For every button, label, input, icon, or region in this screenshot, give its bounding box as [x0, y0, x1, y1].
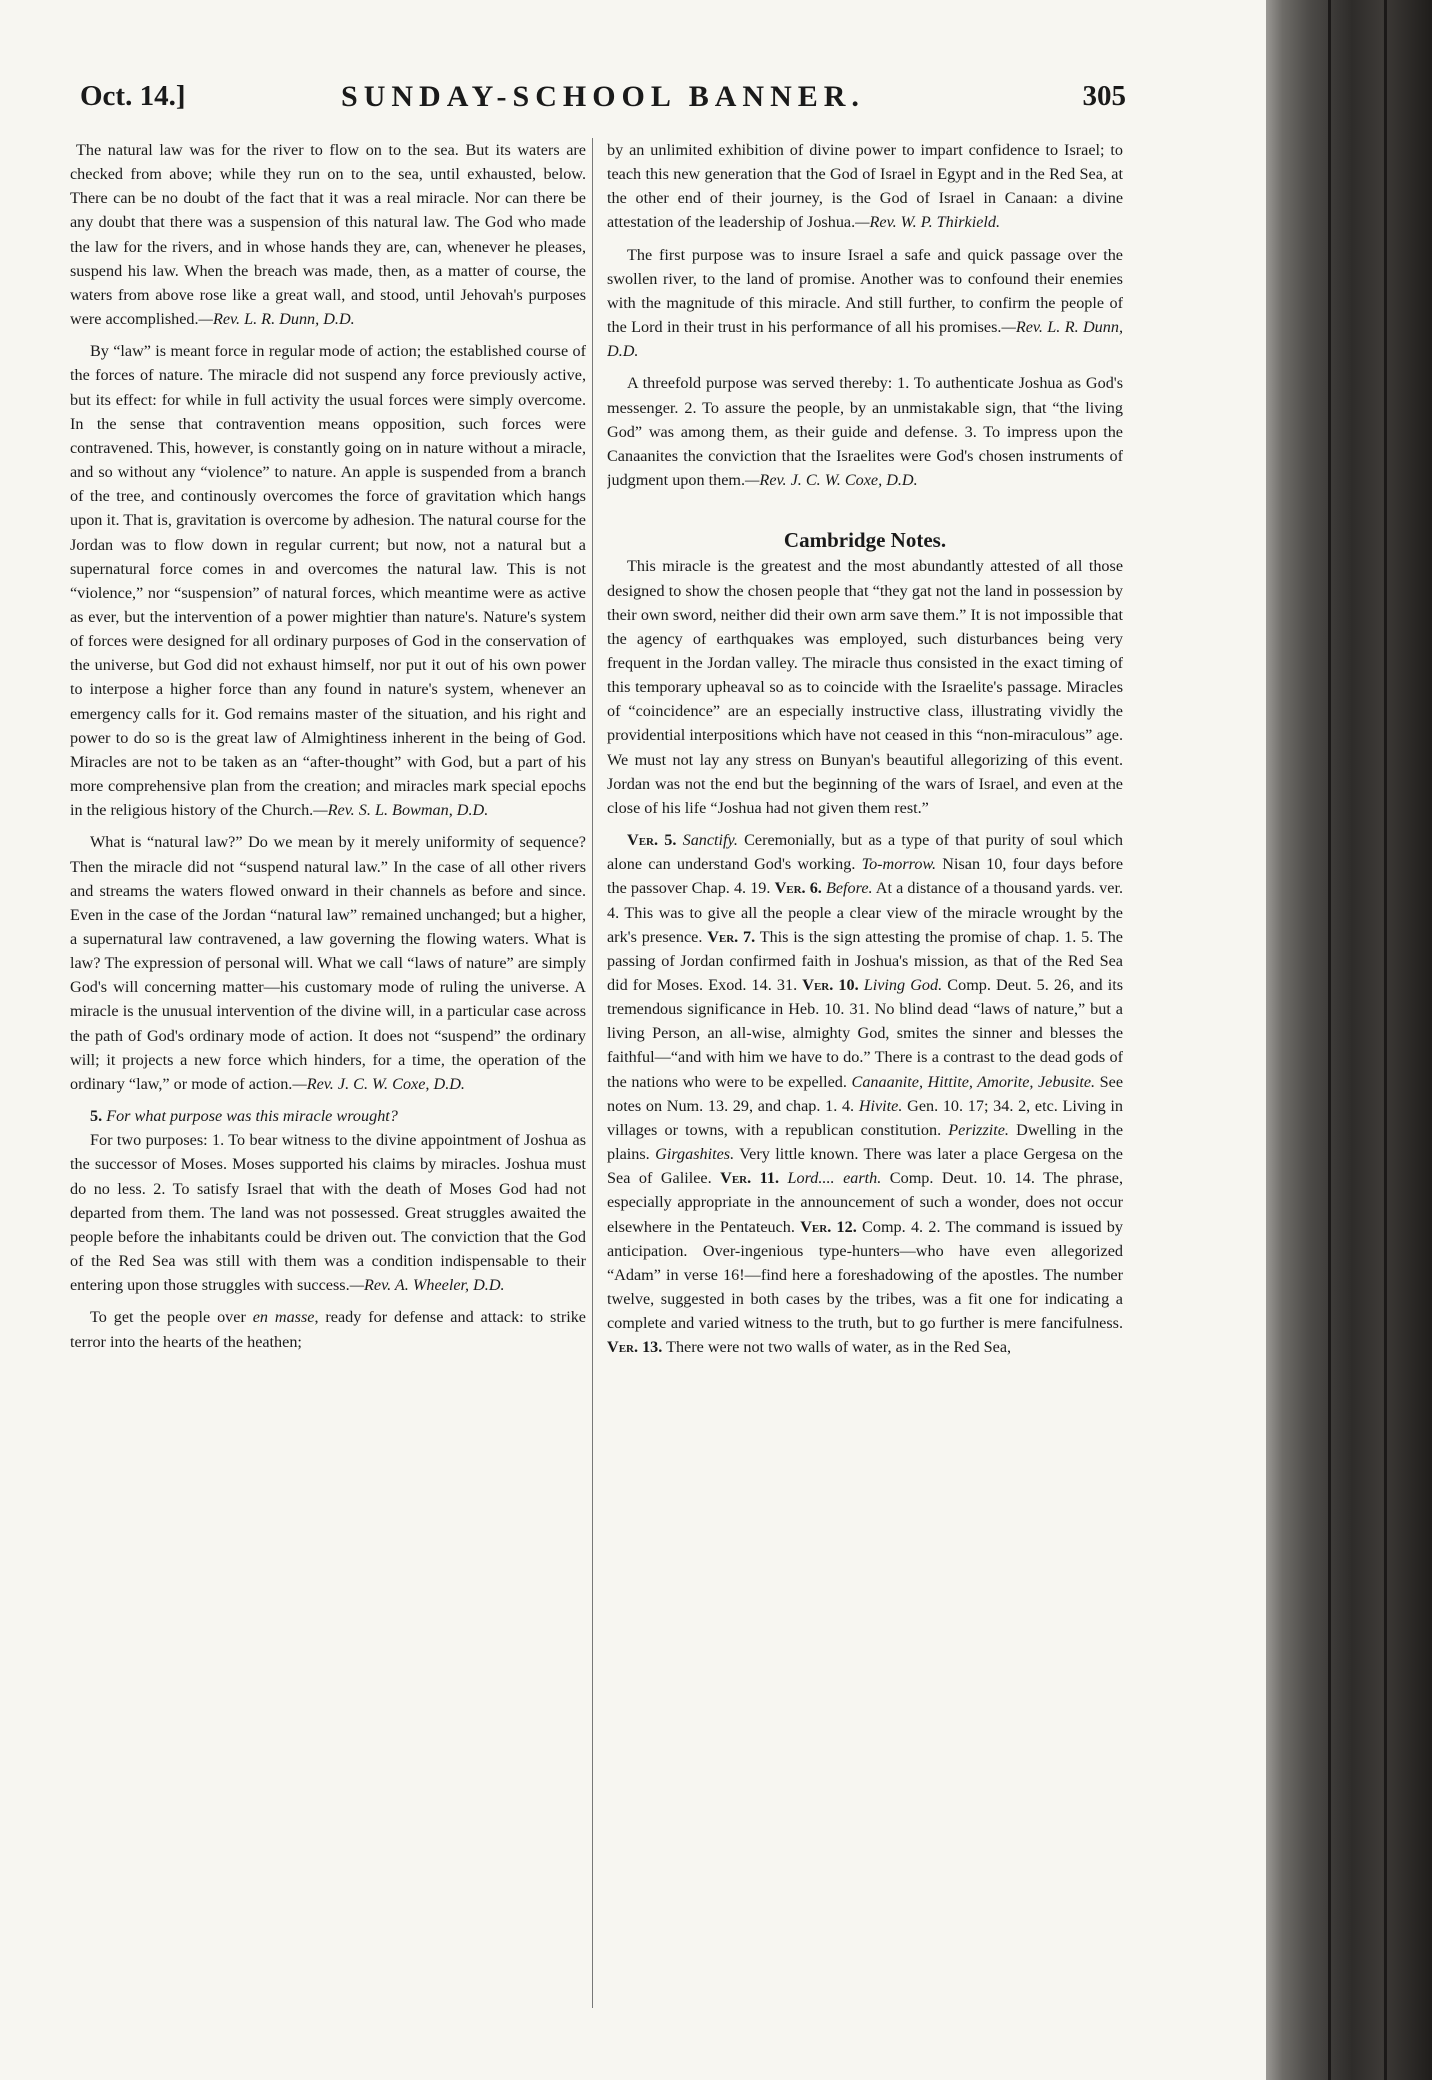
page-number: 305 — [1082, 80, 1126, 112]
paragraph: The first purpose was to insure Israel a safe and quick passage over the swollen river, to the land of promise. Another was to confound their enemies with the magnitude of this miracle. And still further, to confirm the people of the Lord in their trust in his performance of all his promises.—Rev. L. R. Dunn, D.D. — [607, 245, 1123, 361]
paragraph: A threefold purpose was served thereby: 1. To authenticate Joshua as God's messenger. 2. To assure the people, by an unmistakable sign, that “the living God” was among them, as their guide and defense. 3. To impress upon the Canaanites the conviction that the Israelites were God's chosen instruments of judgment upon them.—Rev. J. C. W. Coxe, D.D. — [607, 374, 1123, 490]
verse-term: Living God. — [863, 976, 943, 994]
verse-label: Ver. 10. — [802, 976, 859, 994]
verse-label: Ver. 12. — [800, 1217, 857, 1236]
attribution: —Rev. J. C. W. Coxe, D.D. — [745, 471, 918, 490]
column-divider — [592, 138, 593, 2008]
spine-shadow-line — [1328, 0, 1331, 2080]
attribution: —Rev. L. R. Dunn, D.D. — [607, 318, 1123, 361]
verse-term: Lord.... earth. — [787, 1169, 882, 1188]
running-header — [80, 80, 1126, 124]
paragraph: What is “natural law?” Do we mean by it merely uniformity of sequence? Then the miracle did not “suspend natural law.” In the case of all other rivers and streams the waters flowed onward in their channels as before and since. Even in the case of the Jordan “natural law” remained unchanged; but a higher, a supernatural law contravened, a law governing the flowing waters. What is law? The expression of personal will. What we call “laws of nature” are simply God's will concerning matter—his customary mode of ruling the universe. A miracle is the unusual intervention of the divine will, in a particular case across the path of God's ordinary mode of action. It does not “suspend” the ordinary will; it projects a new force which hinders, for a time, the operation of the ordinary “law,” or mode of action.—Rev. J. C. W. Coxe, D.D. — [70, 833, 586, 1093]
left-column — [70, 138, 586, 2018]
verse-notes: Ver. 5. Sanctify. Ceremonially, but as a type of that purity of soul which alone can understand God's working. To-morrow. Nisan 10, four days before the passover Chap. 4. 19. Ver. 6. Before. At a distance of a thousand yards. ver. 4. This was to give all the people a clear view of the miracle wrought by the ark's presence. Ver. 7. This is the sign attesting the promise of chap. 1. 5. The passing of Jordan confirmed faith in Joshua's mission, as that of the Red Sea did for Moses. Exod. 14. 31. Ver. 10. Living God. Comp. Deut. 5. 26, and its tremendous significance in Heb. 10. 31. No blind dead “laws of nature,” but a living Person, an all-wise, almighty God, smites the sinner and blesses the faithful—“and with him we have to do.” There is a contrast to the dead gods of the nations who were to be expelled. Canaanite, Hittite, Amorite, Jebusite. See notes on Num. 13. 29, and chap. 1. 4. Hivite. Gen. 10. 17; 34. 2, etc. Living in villages or towns, with a republican constitution. Perizzite. Dwelling in the plains. Girgashites. Very little known. There was later a place Gergesa on the Sea of Galilee. Ver. 11. Lord.... earth. Comp. Deut. 10. 14. The phrase, especially appropriate in the announcement of such a wonder, does not occur elsewhere in the Pentateuch. Ver. 12. Comp. 4. 2. The command is issued by anticipation. Over-ingenious type-hunters—who have even allegorized “Adam” in verse 16!—find here a foreshadowing of the apostles. The number twelve, suggested in both cases by the tribes, was a fit one for indicating a complete and varied witness to the truth, but to go further is mere fancifulness. Ver. 13. There were not two walls of water, as in the Red Sea, — [607, 831, 1123, 1357]
question-number: 5. — [90, 1107, 103, 1126]
verse-term: Girgashites. — [655, 1145, 735, 1164]
verse-label: Ver. 11. — [720, 1169, 779, 1188]
verse-term: Hivite. — [858, 1096, 903, 1115]
attribution: —Rev. W. P. Thirkield. — [855, 213, 1001, 232]
paragraph: For two purposes: 1. To bear witness to the divine appointment of Joshua as the successor of Moses. Moses supported his claims by miracles. Joshua must do no less. 2. To satisfy Israel that with the death of Moses God had not departed from them. The land was not possessed. Great struggles awaited the people before the inhabitants could be driven out. The conviction that the God of the Red Sea was still with them was a condition indispensable to their entering upon those struggles with success.—Rev. A. Wheeler, D.D. — [70, 1131, 586, 1295]
question-text: For what purpose was this miracle wrought? — [106, 1107, 398, 1126]
paragraph: The natural law was for the river to flow on to the sea. But its waters are checked from above; while they run on to the sea, until exhausted, below. There can be no doubt of the fact that it was a real miracle. Nor can there be any doubt that there was a suspension of this natural law. The God who made the law for the rivers, and in whose hands they are, can, whenever he pleases, suspend his law. When the breach was made, then, as a matter of course, the waters from above rose like a great wall, and stood, until Jehovah's purposes were accomplished.—Rev. L. R. Dunn, D.D. — [70, 141, 586, 329]
header-title: SUNDAY-SCHOOL BANNER. — [341, 80, 865, 113]
verse-term: Canaanite, Hittite, Amorite, Jebusite. — [851, 1072, 1096, 1091]
spine-shadow-line — [1384, 0, 1387, 2080]
attribution: —Rev. L. R. Dunn, D.D. — [198, 310, 355, 329]
verse-label: Ver. 13. — [607, 1338, 663, 1357]
attribution: —Rev. S. L. Bowman, D.D. — [313, 801, 489, 820]
right-column — [607, 138, 1123, 2018]
paragraph: by an unlimited exhibition of divine power to impart confidence to Israel; to teach this new generation that the God of Israel in Egypt and in the Red Sea, at the other end of their journey, is the God of Israel in Canaan: a divine attestation of the leadership of Joshua.—Rev. W. P. Thirkield. — [607, 141, 1123, 232]
verse-term: Before. — [825, 879, 873, 898]
section-heading: Cambridge Notes. — [783, 528, 947, 553]
question-heading — [70, 1104, 586, 1128]
verse-term: Sanctify. — [682, 831, 738, 850]
verse-label: Ver. 6. — [774, 879, 822, 898]
verse-term: Perizzite. — [948, 1120, 1009, 1139]
verse-label: Ver. 7. — [707, 927, 756, 946]
paragraph: By “law” is meant force in regular mode of action; the established course of the forces of nature. The miracle did not suspend any force previously active, but its effect: for while in full activity the usual forces were simply overcome. In the sense that contravention means opposition, such forces were contravened. This, however, is constantly going on in nature without a miracle, and so without any “violence” to nature. An apple is suspended from a branch of the tree, and continously overcomes the force of gravitation which hangs upon it. That is, gravitation is overcome by adhesion. The natural course for the Jordan was to flow down in regular current; but now, not a natural but a supernatural force comes in and overcomes the natural law. This is not “violence,” nor “suspension” of natural forces, which meantime were as active as ever, but the intervention of a power mightier than nature's. Nature's system of forces were designed for all ordinary purposes of God in the conservation of the universe, but God did not exhaust himself, nor put it out of his own power to interpose a higher force than any found in nature's system, whenever an emergency calls for it. God remains master of the situation, and his right and power to do so is the great law of Almightiness inherent in the being of God. Miracles are not to be taken as an “after-thought” with God, but a part of his more comprehensive plan from the creation; and miracles mark special epochs in the religious history of the Church.—Rev. S. L. Bowman, D.D. — [70, 342, 586, 820]
verse-term: To-morrow. — [861, 855, 937, 874]
header-date: Oct. 14.] — [80, 80, 186, 112]
paragraph: This miracle is the greatest and the most abundantly attested of all those designed to show the chosen people that “they gat not the land in possession by their own sword, neither did their own arm save them.” It is not impossible that the agency of earthquakes was employed, such disturbances being very frequent in the Jordan valley. The miracle thus consisted in the exact timing of this temporary upheaval so as to coincide with the Israelite's passage. Miracles of “coincidence” are an especially instructive class, illustrating vividly the providential interpositions which have not ceased in this “non-miraculous” age. We must not lay any stress on Bunyan's beautiful allegorizing of this event. Jordan was not the end but the beginning of the wars of Israel, and even at the close of his life “Joshua had not given them rest.” — [607, 557, 1123, 817]
attribution: —Rev. J. C. W. Coxe, D.D. — [292, 1074, 465, 1093]
book-spine-edge — [1266, 0, 1432, 2080]
paragraph: To get the people over en masse, ready for defense and attack: to strike terror into the hearts of the heathen; — [70, 1308, 586, 1351]
verse-label: Ver. 5. — [627, 831, 677, 850]
attribution: —Rev. A. Wheeler, D.D. — [349, 1276, 505, 1295]
